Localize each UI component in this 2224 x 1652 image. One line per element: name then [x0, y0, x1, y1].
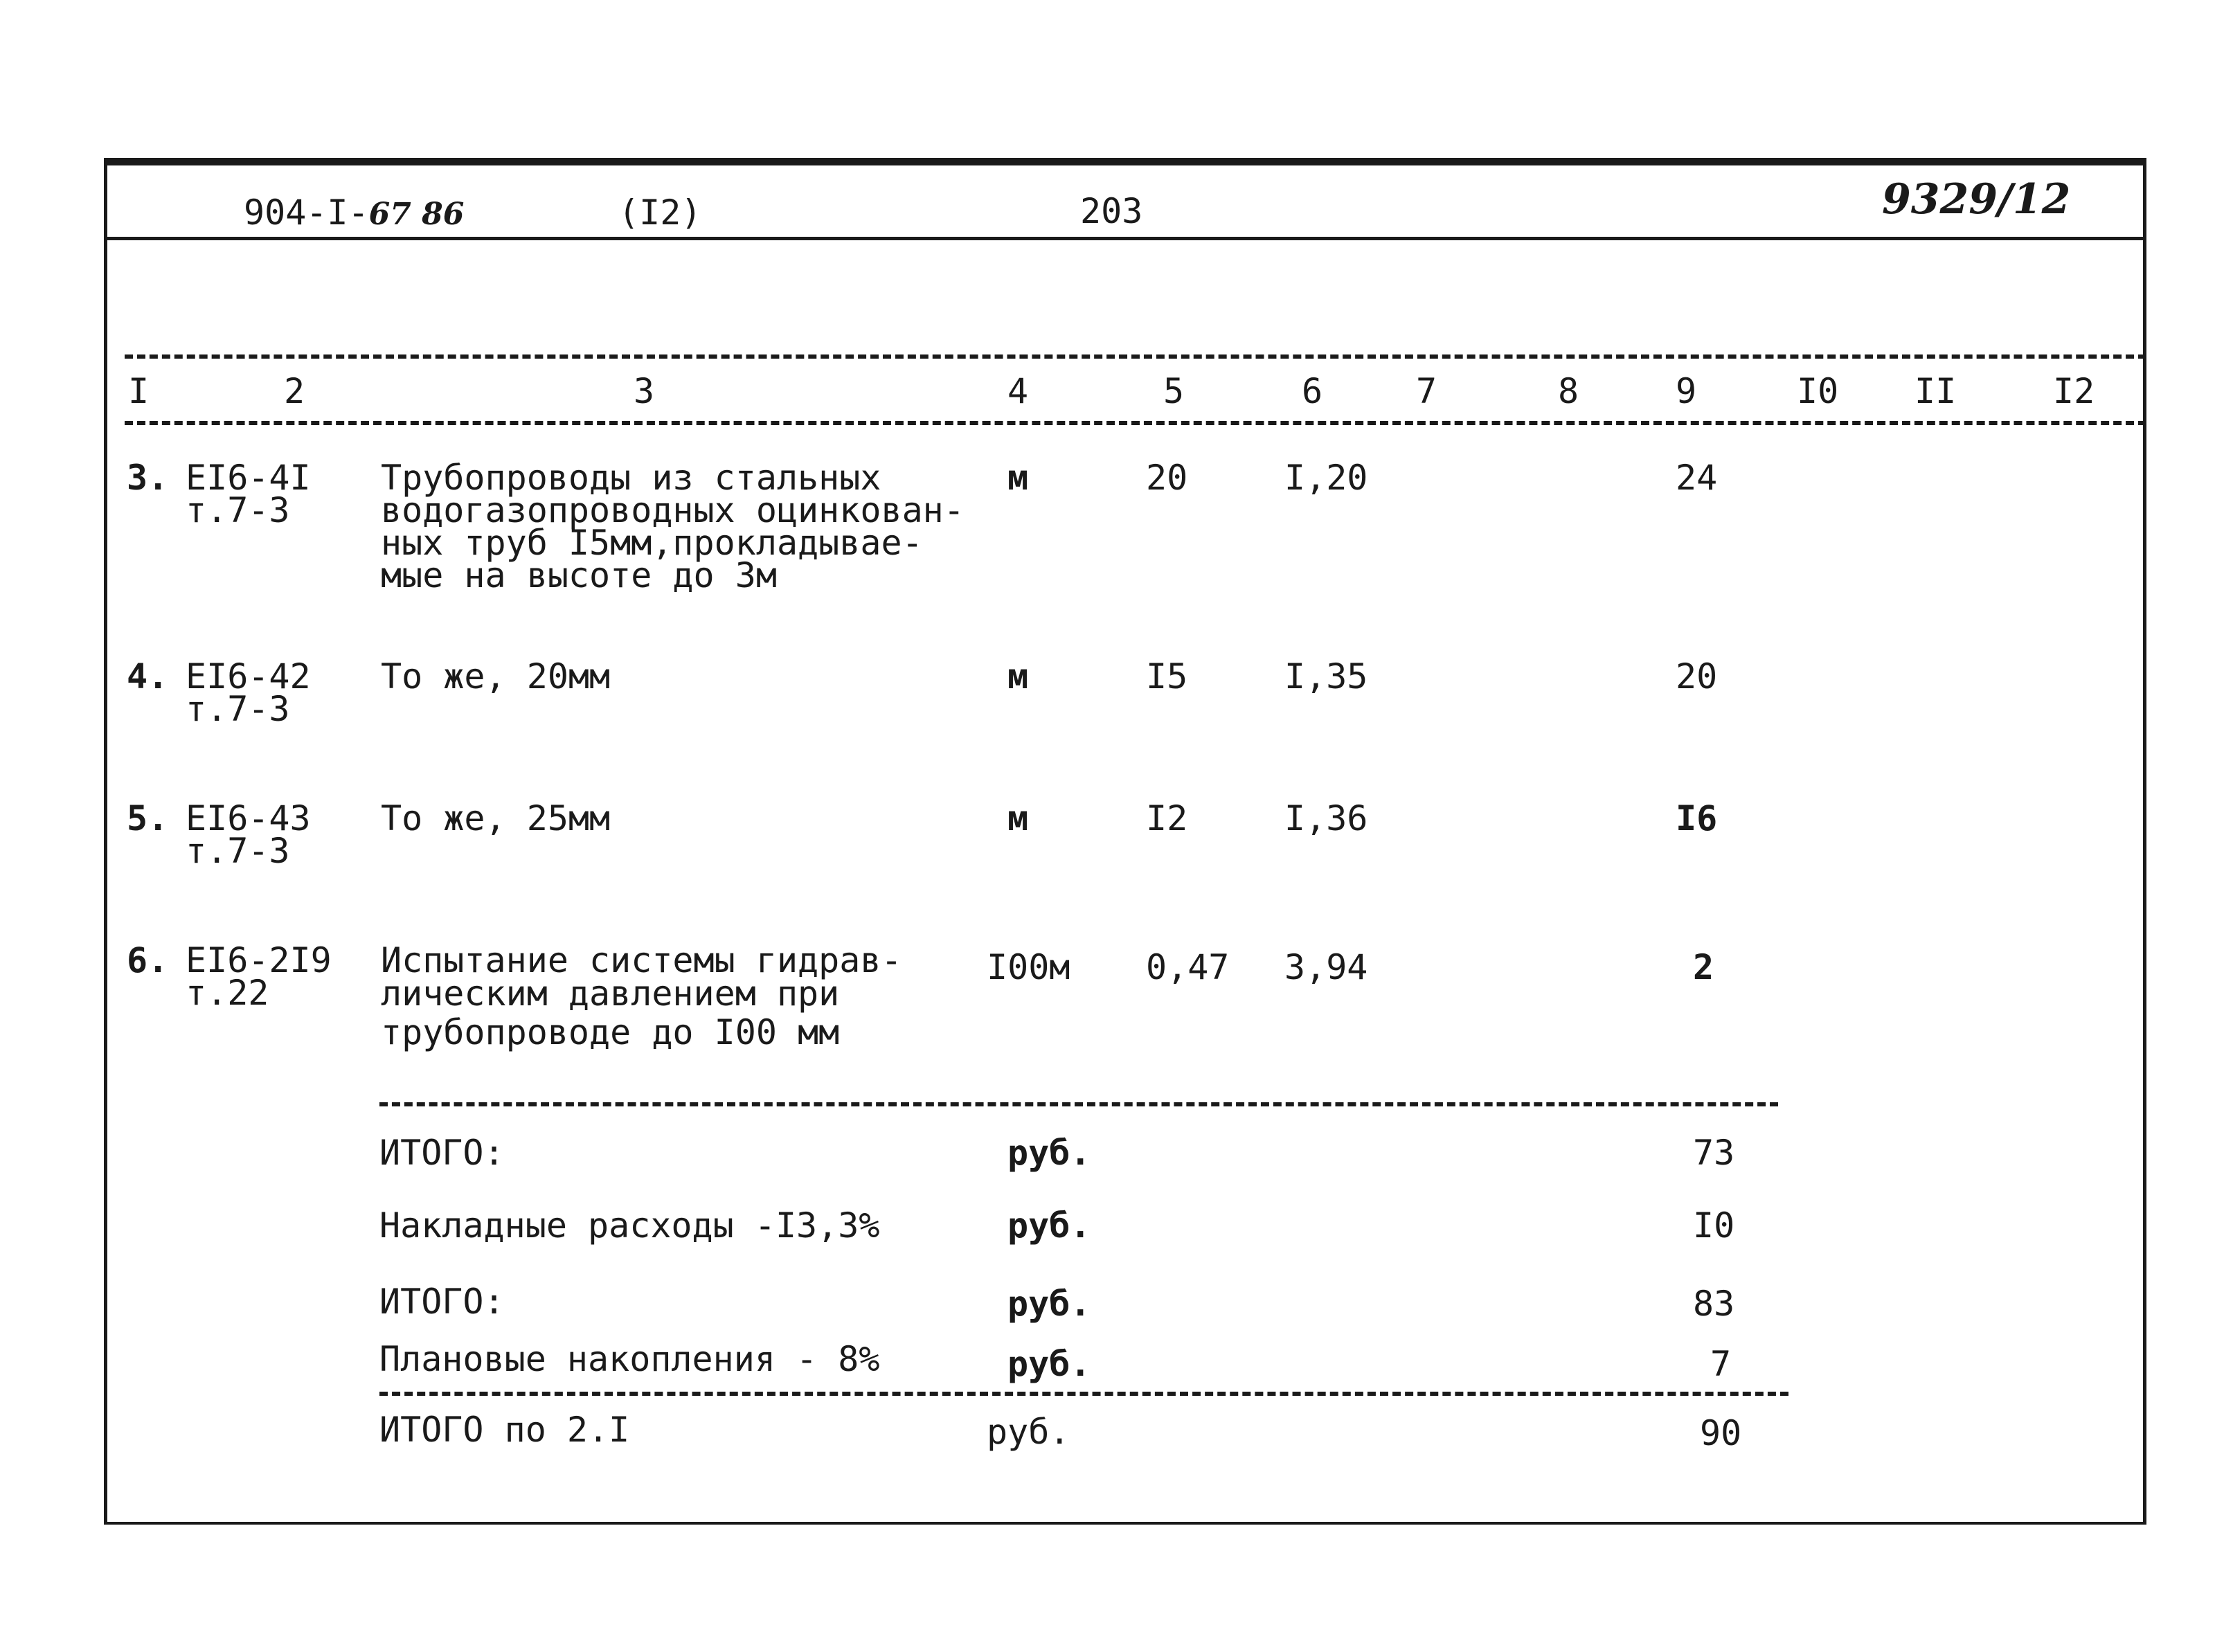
row-code: EI6-42 [186, 656, 311, 697]
row-price: I,35 [1284, 656, 1368, 697]
column-header: 8 [1558, 371, 1579, 411]
page-number: 203 [1080, 191, 1143, 231]
row-quantity: I5 [1146, 656, 1188, 697]
column-header: II [1914, 371, 1957, 411]
row-number: 5. [127, 798, 169, 838]
summary-value: 73 [1693, 1133, 1735, 1173]
row-quantity: 0,47 [1146, 947, 1230, 987]
section-number: (I2) [618, 192, 702, 233]
summary-bottom-rule [379, 1392, 1788, 1396]
column-header: 4 [1007, 371, 1029, 411]
summary-value: I0 [1693, 1205, 1735, 1246]
row-ref: т.7-3 [186, 490, 290, 530]
row-description-line: Испытание системы гидрав- [381, 940, 902, 980]
summary-top-rule [379, 1102, 1778, 1106]
row-unit: м [1007, 798, 1029, 838]
column-header-bottom-rule [125, 421, 2146, 425]
row-quantity: I2 [1146, 798, 1188, 838]
summary-unit: руб. [1007, 1205, 1091, 1246]
column-header: I0 [1797, 371, 1839, 411]
column-header: 9 [1676, 371, 1697, 411]
column-header: I2 [2053, 371, 2095, 411]
header-divider [104, 237, 2146, 240]
row-description-line: лическим давлением при [381, 973, 840, 1014]
row-total: 20 [1676, 656, 1718, 697]
column-header: I [128, 371, 150, 411]
grand-total-label: ИТОГО по 2.I [379, 1410, 630, 1450]
row-total: 2 [1693, 947, 1714, 987]
summary-label: ИТОГО: [379, 1282, 505, 1322]
grand-total-value: 90 [1700, 1413, 1742, 1453]
column-header: 5 [1163, 371, 1185, 411]
row-description-line: трубопроводе до I00 мм [381, 1012, 840, 1052]
row-quantity: 20 [1146, 458, 1188, 498]
summary-label: ИТОГО: [379, 1133, 505, 1173]
row-ref: т.22 [186, 973, 269, 1013]
row-price: I,36 [1284, 798, 1368, 838]
row-price: 3,94 [1284, 947, 1368, 987]
column-header-top-rule [125, 354, 2146, 359]
row-ref: т.7-3 [186, 831, 290, 871]
row-code: EI6-2I9 [186, 940, 332, 980]
row-price: I,20 [1284, 458, 1368, 498]
row-description-line: водогазопроводных оцинкован- [381, 490, 965, 530]
row-number: 4. [127, 656, 169, 697]
row-number: 6. [127, 940, 169, 980]
row-code: EI6-43 [186, 798, 311, 838]
doc-code: 904-I-67 86 [244, 192, 465, 233]
row-description-line: ных труб I5мм,прокладывае- [381, 523, 923, 563]
row-unit: I00м [987, 947, 1070, 987]
summary-value: 7 [1710, 1344, 1732, 1384]
grand-total-unit: руб. [987, 1412, 1070, 1452]
row-description-line: То же, 25мм [381, 798, 611, 838]
row-ref: т.7-3 [186, 689, 290, 729]
row-total: I6 [1676, 798, 1718, 838]
row-total: 24 [1676, 458, 1718, 498]
column-header: 3 [634, 371, 655, 411]
summary-unit: руб. [1007, 1344, 1091, 1384]
stamp-number: 9329/12 [1882, 175, 2071, 224]
row-number: 3. [127, 458, 169, 498]
summary-unit: руб. [1007, 1133, 1091, 1173]
column-header: 2 [284, 371, 305, 411]
summary-value: 83 [1693, 1284, 1735, 1324]
column-header: 6 [1302, 371, 1323, 411]
summary-unit: руб. [1007, 1284, 1091, 1324]
row-description-line: мые на высоте до 3м [381, 555, 777, 595]
row-code: EI6-4I [186, 458, 311, 498]
summary-label: Плановые накопления - 8% [379, 1339, 880, 1379]
row-unit: м [1007, 458, 1029, 498]
summary-label: Накладные расходы -I3,3% [379, 1205, 880, 1246]
row-description-line: Трубопроводы из стальных [381, 458, 881, 498]
column-header: 7 [1416, 371, 1437, 411]
row-unit: м [1007, 656, 1029, 697]
row-description-line: То же, 20мм [381, 656, 611, 697]
